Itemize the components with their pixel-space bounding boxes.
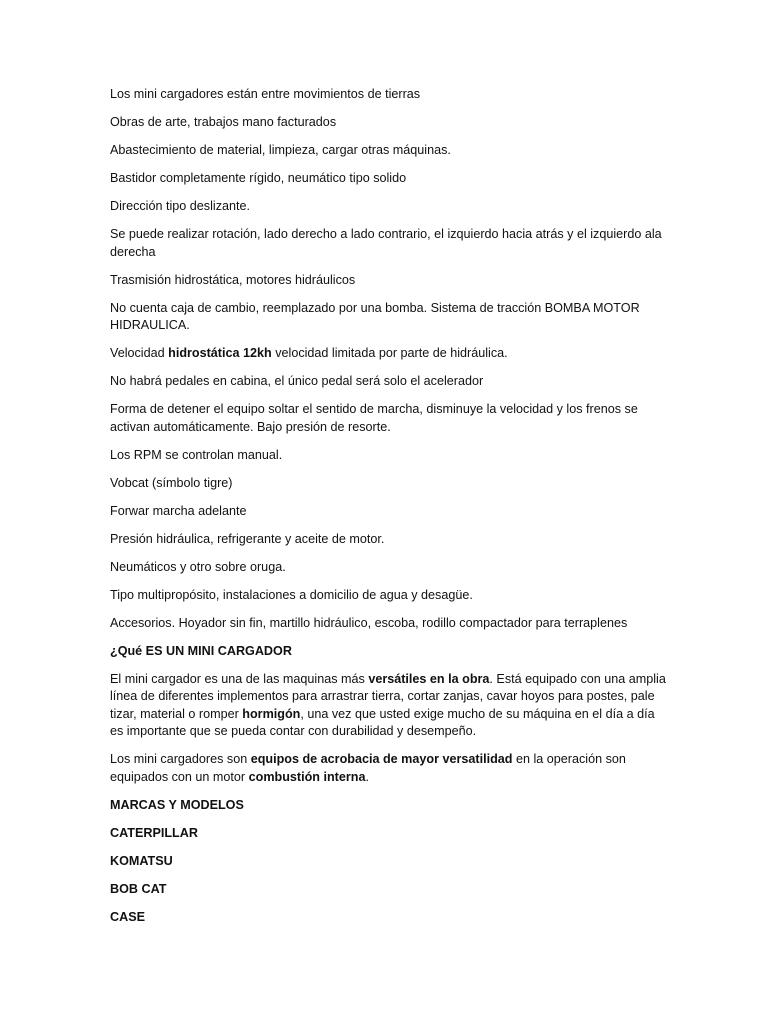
definition-paragraph-2 <box>110 751 670 786</box>
def-text-bold: versátiles en la obra <box>368 671 490 686</box>
def-text-bold: equipos de acrobacia de mayor versatilidad <box>250 752 513 766</box>
brand-item: CATERPILLAR <box>110 825 198 840</box>
section-title: ¿Qué ES UN MINI CARGADOR <box>110 643 292 658</box>
note-line: Dirección tipo deslizante. <box>110 199 251 213</box>
note-line: Obras de arte, trabajos mano facturados <box>110 115 337 129</box>
note-line: Abastecimiento de material, limpieza, cargar otras máquinas. <box>110 143 451 157</box>
note-line: Accesorios. Hoyador sin fin, martillo hidráulico, escoba, rodillo compactador para terraplenes <box>110 615 628 630</box>
def-text: , una vez que usted exige mucho de su máquina en el día a día es importante que se pueda contar con durabilidad y desempeño. <box>110 706 655 738</box>
def-text: Los mini cargadores son <box>110 752 251 766</box>
brand-item: KOMATSU <box>110 853 173 868</box>
def-text: . Está equipado con una amplia línea de diferentes implementos para arrastrar tierra, cortar zanjas, cavar hoyos para postes, pale tizar, material o romper <box>110 671 666 721</box>
note-line: No cuenta caja de cambio, reemplazado por una bomba. Sistema de tracción BOMBA MOTOR HIDRAULICA. <box>110 300 640 332</box>
document-body <box>110 86 670 937</box>
note-line: Bastidor completamente rígido, neumático tipo solido <box>110 171 407 185</box>
speed-text-bold: hidrostática 12kh <box>168 346 272 360</box>
note-line: Los RPM se controlan manual. <box>110 447 283 462</box>
brands-title: MARCAS Y MODELOS <box>110 797 244 812</box>
note-line: Neumáticos y otro sobre oruga. <box>110 559 286 574</box>
def-text: El mini cargador es una de las maquinas más <box>110 671 369 686</box>
speed-text-a: Velocidad <box>110 346 169 360</box>
speed-text-c: velocidad limitada por parte de hidráulica. <box>271 346 508 360</box>
def-text: en la operación son equipados con un motor <box>110 752 626 784</box>
definition-paragraph-1 <box>110 671 670 741</box>
brand-item: CASE <box>110 909 145 924</box>
note-line: Presión hidráulica, refrigerante y aceite de motor. <box>110 531 385 546</box>
note-line: Trasmisión hidrostática, motores hidráulicos <box>110 272 356 287</box>
brand-item: BOB CAT <box>110 881 167 896</box>
note-line: Se puede realizar rotación, lado derecho a lado contrario, el izquierdo hacia atrás y el izquierdo ala derecha <box>110 227 662 259</box>
def-text: . <box>365 769 369 784</box>
def-text-bold: hormigón <box>242 706 301 721</box>
note-line: Los mini cargadores están entre movimientos de tierras <box>110 87 421 101</box>
note-line: Vobcat (símbolo tigre) <box>110 475 233 490</box>
note-line: Forma de detener el equipo soltar el sentido de marcha, disminuye la velocidad y los frenos se activan automáticamente. Bajo presión de resorte. <box>110 402 638 434</box>
note-line: No habrá pedales en cabina, el único pedal será solo el acelerador <box>110 374 484 388</box>
note-line-speed <box>110 345 670 363</box>
note-line: Forwar marcha adelante <box>110 503 247 518</box>
def-text-bold: combustión interna <box>248 769 366 784</box>
note-line: Tipo multipropósito, instalaciones a domicilio de agua y desagüe. <box>110 587 473 602</box>
